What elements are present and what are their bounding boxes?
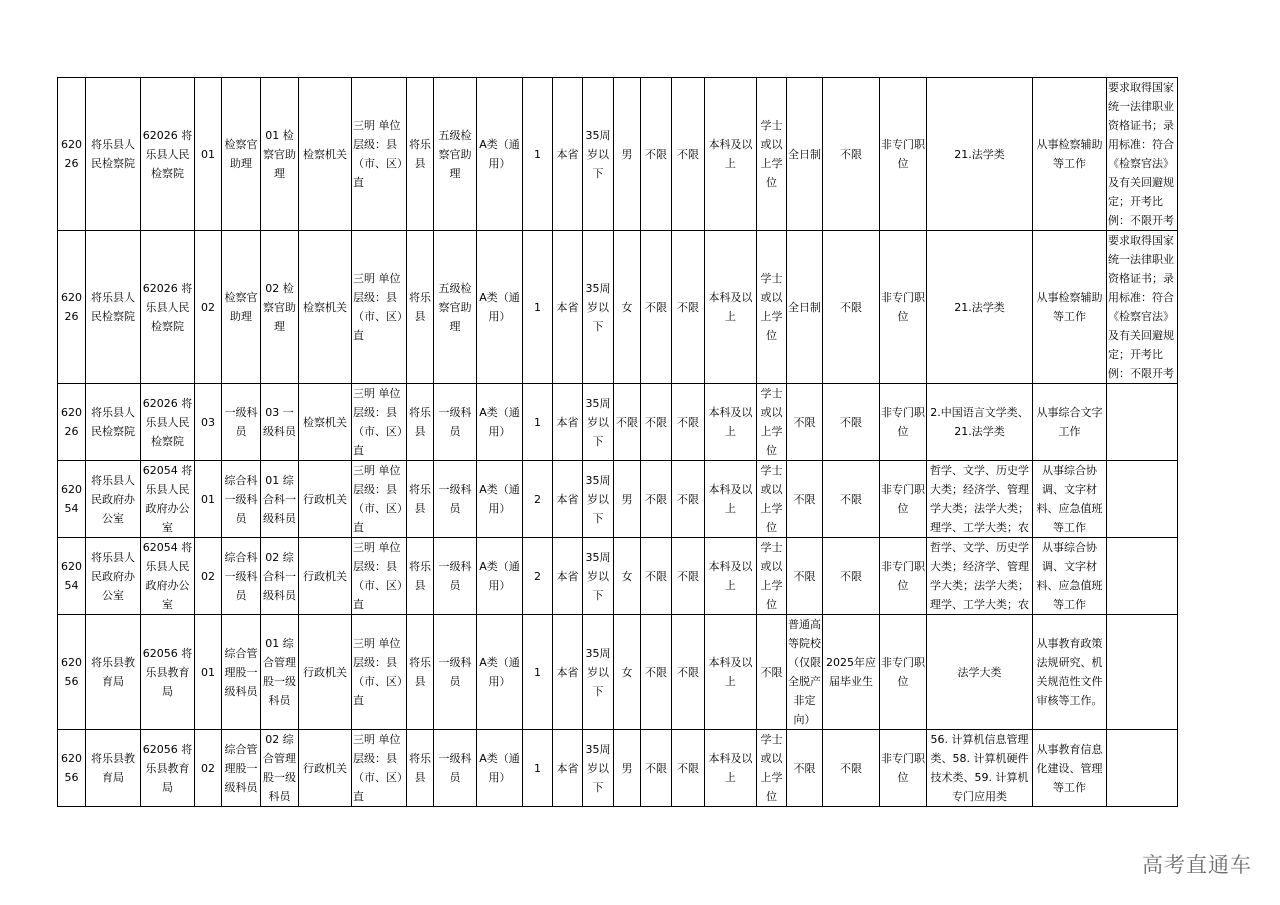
origin-cell: 本省 <box>553 384 583 461</box>
remark-cell <box>1107 730 1178 807</box>
origin-cell: 本省 <box>553 730 583 807</box>
exam-category-cell: A类（通用） <box>477 730 523 807</box>
remark-cell: 要求取得国家统一法律职业资格证书；录用标准：符合《检察官法》及有关回避规定；开考比例：不限开考 <box>1107 231 1178 384</box>
duty-cell: 从事教育政策法规研究、机关规范性文件审核等工作。 <box>1033 615 1107 730</box>
gender-cell: 不限 <box>614 384 641 461</box>
region-cell: 将乐县 <box>407 538 434 615</box>
post-name-cell: 检察官助理 <box>222 231 261 384</box>
post-name-cell: 检察官助理 <box>222 78 261 231</box>
post-nature-cell: 非专门职位 <box>880 231 927 384</box>
department-cell: 将乐县人民政府办公室 <box>86 538 141 615</box>
political-status-cell: 不限 <box>672 78 705 231</box>
education-cell: 本科及以上 <box>705 384 757 461</box>
age-cell: 35周岁以下 <box>583 384 614 461</box>
region-cell: 将乐县 <box>407 461 434 538</box>
region-cell: 将乐县 <box>407 615 434 730</box>
sequence-cell: 02 <box>195 730 222 807</box>
department-cell: 将乐县教育局 <box>86 615 141 730</box>
headcount-cell: 1 <box>523 384 553 461</box>
gender-cell: 女 <box>614 231 641 384</box>
organ-type-cell: 检察机关 <box>299 78 352 231</box>
remark-cell <box>1107 384 1178 461</box>
job-listing-table <box>57 77 1178 807</box>
study-mode-cell: 不限 <box>787 461 823 538</box>
political-status-cell: 不限 <box>672 538 705 615</box>
headcount-cell: 1 <box>523 231 553 384</box>
age-cell: 35周岁以下 <box>583 461 614 538</box>
rank-cell: 一级科员 <box>434 461 477 538</box>
code-cell: 62026 <box>58 384 86 461</box>
sequence-cell: 01 <box>195 461 222 538</box>
age-cell: 35周岁以下 <box>583 538 614 615</box>
headcount-cell: 1 <box>523 78 553 231</box>
study-mode-cell: 普通高等院校（仅限全脱产非定向） <box>787 615 823 730</box>
rank-cell: 五级检察官助理 <box>434 78 477 231</box>
major-cell: 56. 计算机信息管理类、58. 计算机硬件技术类、59. 计算机专门应用类 <box>927 730 1033 807</box>
duty-cell: 从事综合文字工作 <box>1033 384 1107 461</box>
post-nature-cell: 非专门职位 <box>880 615 927 730</box>
organ-type-cell: 行政机关 <box>299 461 352 538</box>
department-cell: 将乐县人民检察院 <box>86 231 141 384</box>
study-mode-cell: 全日制 <box>787 231 823 384</box>
table-row <box>58 231 1178 384</box>
post-nature-cell: 非专门职位 <box>880 538 927 615</box>
headcount-cell: 1 <box>523 615 553 730</box>
major-cell: 21.法学类 <box>927 78 1033 231</box>
code-cell: 62056 <box>58 730 86 807</box>
candidate-type-cell: 不限 <box>823 231 880 384</box>
post-code-cell: 02 综合管理股一级科员 <box>261 730 299 807</box>
sequence-cell: 02 <box>195 231 222 384</box>
headcount-cell: 1 <box>523 730 553 807</box>
post-name-cell: 综合管理股一级科员 <box>222 730 261 807</box>
major-cell: 哲学、文学、历史学大类；经济学、管理学大类；法学大类；理学、工学大类；农 <box>927 538 1033 615</box>
degree-cell: 不限 <box>757 615 787 730</box>
education-cell: 本科及以上 <box>705 78 757 231</box>
exam-category-cell: A类（通用） <box>477 538 523 615</box>
region-cell: 将乐县 <box>407 384 434 461</box>
post-code-cell: 02 检察官助理 <box>261 231 299 384</box>
sequence-cell: 02 <box>195 538 222 615</box>
degree-cell: 学士或以上学位 <box>757 730 787 807</box>
unit-level-cell: 三明 单位层级：县（市、区）直 <box>352 231 407 384</box>
region-cell: 将乐县 <box>407 231 434 384</box>
post-name-cell: 综合科一级科员 <box>222 538 261 615</box>
age-cell: 35周岁以下 <box>583 231 614 384</box>
candidate-type-cell: 不限 <box>823 461 880 538</box>
department-cell: 将乐县教育局 <box>86 730 141 807</box>
origin-cell: 本省 <box>553 78 583 231</box>
gender-cell: 男 <box>614 78 641 231</box>
political-status-cell: 不限 <box>672 231 705 384</box>
remark-cell <box>1107 615 1178 730</box>
political-status-cell: 不限 <box>672 384 705 461</box>
table-row <box>58 615 1178 730</box>
gender-cell: 男 <box>614 730 641 807</box>
major-cell: 法学大类 <box>927 615 1033 730</box>
education-cell: 本科及以上 <box>705 730 757 807</box>
political-status-cell: 不限 <box>672 461 705 538</box>
rank-cell: 一级科员 <box>434 538 477 615</box>
education-cell: 本科及以上 <box>705 538 757 615</box>
degree-cell: 学士或以上学位 <box>757 384 787 461</box>
headcount-cell: 2 <box>523 461 553 538</box>
candidate-type-cell: 不限 <box>823 730 880 807</box>
post-nature-cell: 非专门职位 <box>880 730 927 807</box>
unit-cell: 62056 将乐县教育局 <box>141 730 195 807</box>
exam-category-cell: A类（通用） <box>477 384 523 461</box>
headcount-cell: 2 <box>523 538 553 615</box>
remark-cell <box>1107 538 1178 615</box>
post-code-cell: 02 综合科一级科员 <box>261 538 299 615</box>
origin-cell: 本省 <box>553 461 583 538</box>
unit-level-cell: 三明 单位层级：县（市、区）直 <box>352 78 407 231</box>
gender-cell: 女 <box>614 538 641 615</box>
candidate-type-cell: 不限 <box>823 384 880 461</box>
organ-type-cell: 检察机关 <box>299 231 352 384</box>
duty-cell: 从事教育信息化建设、管理等工作 <box>1033 730 1107 807</box>
unit-level-cell: 三明 单位层级：县（市、区）直 <box>352 615 407 730</box>
post-code-cell: 01 检察官助理 <box>261 78 299 231</box>
study-mode-cell: 不限 <box>787 384 823 461</box>
age-cell: 35周岁以下 <box>583 615 614 730</box>
post-code-cell: 01 综合科一级科员 <box>261 461 299 538</box>
duty-cell: 从事综合协调、文字材料、应急值班等工作 <box>1033 538 1107 615</box>
study-mode-cell: 不限 <box>787 730 823 807</box>
post-name-cell: 综合管理股一级科员 <box>222 615 261 730</box>
age-cell: 35周岁以下 <box>583 730 614 807</box>
table-body <box>58 78 1178 807</box>
department-cell: 将乐县人民政府办公室 <box>86 461 141 538</box>
code-cell: 62026 <box>58 231 86 384</box>
post-name-cell: 一级科员 <box>222 384 261 461</box>
organ-type-cell: 检察机关 <box>299 384 352 461</box>
unit-level-cell: 三明 单位层级：县（市、区）直 <box>352 461 407 538</box>
study-mode-cell: 全日制 <box>787 78 823 231</box>
unit-cell: 62054 将乐县人民政府办公室 <box>141 538 195 615</box>
department-cell: 将乐县人民检察院 <box>86 384 141 461</box>
ethnicity-cell: 不限 <box>641 461 672 538</box>
rank-cell: 一级科员 <box>434 730 477 807</box>
region-cell: 将乐县 <box>407 730 434 807</box>
code-cell: 62054 <box>58 461 86 538</box>
ethnicity-cell: 不限 <box>641 538 672 615</box>
major-cell: 哲学、文学、历史学大类；经济学、管理学大类；法学大类；理学、工学大类；农 <box>927 461 1033 538</box>
exam-category-cell: A类（通用） <box>477 231 523 384</box>
remark-cell: 要求取得国家统一法律职业资格证书；录用标准：符合《检察官法》及有关回避规定；开考比例：不限开考 <box>1107 78 1178 231</box>
age-cell: 35周岁以下 <box>583 78 614 231</box>
education-cell: 本科及以上 <box>705 231 757 384</box>
watermark: 高考直通车 <box>1142 853 1252 877</box>
education-cell: 本科及以上 <box>705 461 757 538</box>
candidate-type-cell: 2025年应届毕业生 <box>823 615 880 730</box>
origin-cell: 本省 <box>553 538 583 615</box>
origin-cell: 本省 <box>553 615 583 730</box>
table-row <box>58 78 1178 231</box>
code-cell: 62054 <box>58 538 86 615</box>
political-status-cell: 不限 <box>672 730 705 807</box>
unit-cell: 62026 将乐县人民检察院 <box>141 384 195 461</box>
unit-cell: 62054 将乐县人民政府办公室 <box>141 461 195 538</box>
exam-category-cell: A类（通用） <box>477 461 523 538</box>
rank-cell: 一级科员 <box>434 384 477 461</box>
education-cell: 本科及以上 <box>705 615 757 730</box>
unit-cell: 62026 将乐县人民检察院 <box>141 78 195 231</box>
gender-cell: 男 <box>614 461 641 538</box>
region-cell: 将乐县 <box>407 78 434 231</box>
table-row <box>58 538 1178 615</box>
ethnicity-cell: 不限 <box>641 730 672 807</box>
exam-category-cell: A类（通用） <box>477 78 523 231</box>
origin-cell: 本省 <box>553 231 583 384</box>
degree-cell: 学士或以上学位 <box>757 231 787 384</box>
table-row <box>58 384 1178 461</box>
organ-type-cell: 行政机关 <box>299 615 352 730</box>
candidate-type-cell: 不限 <box>823 538 880 615</box>
organ-type-cell: 行政机关 <box>299 538 352 615</box>
political-status-cell: 不限 <box>672 615 705 730</box>
sequence-cell: 03 <box>195 384 222 461</box>
duty-cell: 从事检察辅助等工作 <box>1033 78 1107 231</box>
department-cell: 将乐县人民检察院 <box>86 78 141 231</box>
post-nature-cell: 非专门职位 <box>880 78 927 231</box>
code-cell: 62026 <box>58 78 86 231</box>
ethnicity-cell: 不限 <box>641 615 672 730</box>
degree-cell: 学士或以上学位 <box>757 461 787 538</box>
code-cell: 62056 <box>58 615 86 730</box>
degree-cell: 学士或以上学位 <box>757 78 787 231</box>
study-mode-cell: 不限 <box>787 538 823 615</box>
unit-level-cell: 三明 单位层级：县（市、区）直 <box>352 384 407 461</box>
post-name-cell: 综合科一级科员 <box>222 461 261 538</box>
exam-category-cell: A类（通用） <box>477 615 523 730</box>
gender-cell: 女 <box>614 615 641 730</box>
post-code-cell: 03 一级科员 <box>261 384 299 461</box>
unit-cell: 62056 将乐县教育局 <box>141 615 195 730</box>
unit-level-cell: 三明 单位层级：县（市、区）直 <box>352 730 407 807</box>
major-cell: 21.法学类 <box>927 231 1033 384</box>
organ-type-cell: 行政机关 <box>299 730 352 807</box>
major-cell: 2.中国语言文学类、21.法学类 <box>927 384 1033 461</box>
ethnicity-cell: 不限 <box>641 231 672 384</box>
post-code-cell: 01 综合管理股一级科员 <box>261 615 299 730</box>
rank-cell: 一级科员 <box>434 615 477 730</box>
sequence-cell: 01 <box>195 615 222 730</box>
post-nature-cell: 非专门职位 <box>880 461 927 538</box>
remark-cell <box>1107 461 1178 538</box>
duty-cell: 从事检察辅助等工作 <box>1033 231 1107 384</box>
post-nature-cell: 非专门职位 <box>880 384 927 461</box>
candidate-type-cell: 不限 <box>823 78 880 231</box>
duty-cell: 从事综合协调、文字材料、应急值班等工作 <box>1033 461 1107 538</box>
ethnicity-cell: 不限 <box>641 384 672 461</box>
table-row <box>58 730 1178 807</box>
ethnicity-cell: 不限 <box>641 78 672 231</box>
unit-level-cell: 三明 单位层级：县（市、区）直 <box>352 538 407 615</box>
rank-cell: 五级检察官助理 <box>434 231 477 384</box>
sequence-cell: 01 <box>195 78 222 231</box>
unit-cell: 62026 将乐县人民检察院 <box>141 231 195 384</box>
degree-cell: 学士或以上学位 <box>757 538 787 615</box>
table-row <box>58 461 1178 538</box>
